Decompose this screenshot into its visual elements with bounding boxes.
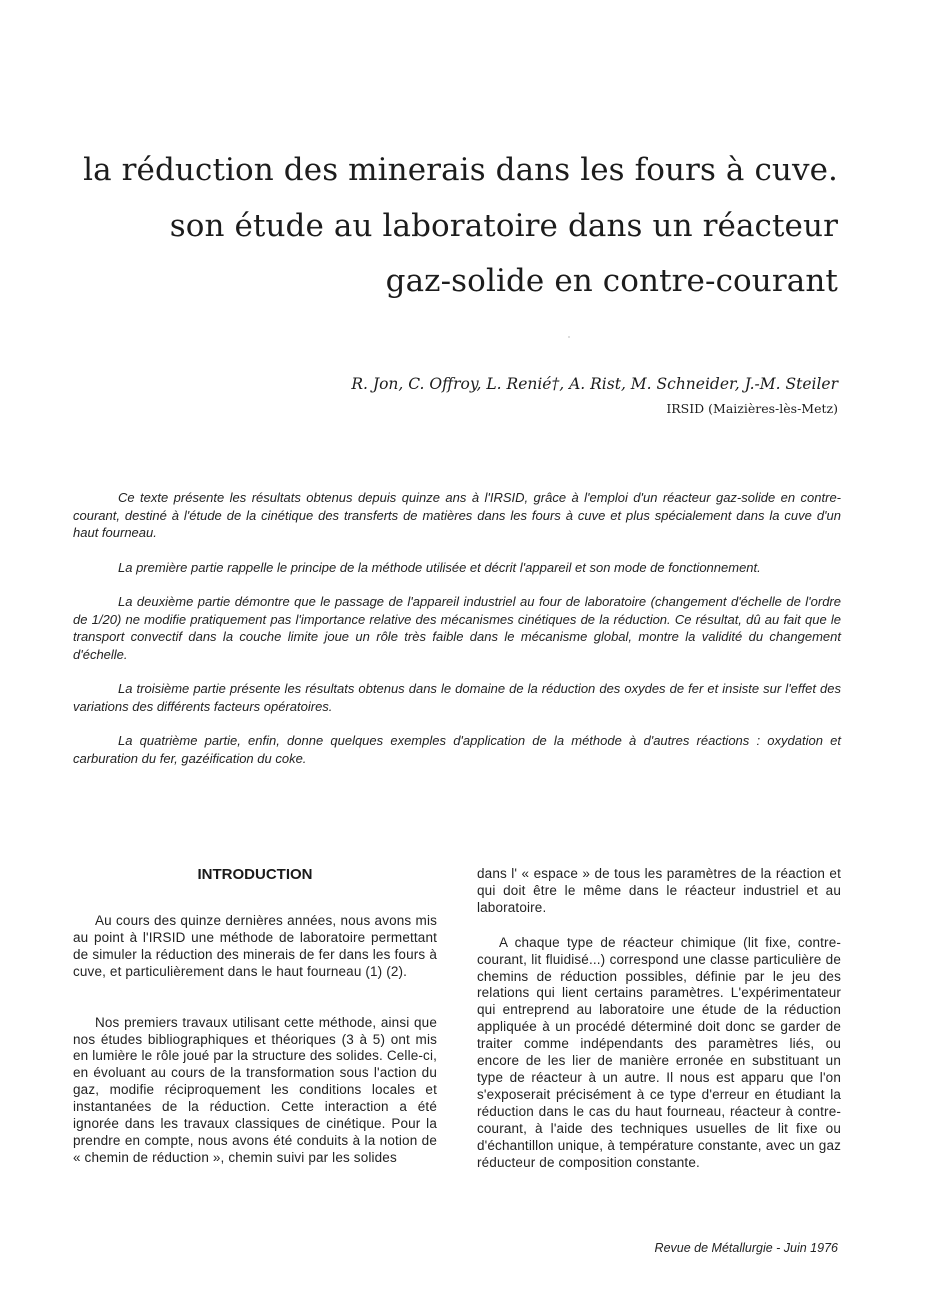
title-line-1: la réduction des minerais dans les fours à cuve. — [83, 152, 838, 188]
body-paragraph: A chaque type de réacteur chimique (lit fixe, contre-courant, lit fluidisé...) correspond une classe particulière de chemins de réduction possibles, définie par le jeu des relations qui lient certains paramètres. L'expérimentateur qui entreprend au laboratoire une étude de la réduction appliquée à un procédé déterminé doit donc se garder de traiter comme indépendants des paramètres liés, ou encore de les lier de manière erronée en substituant un type de réacteur à un autre. Il nous est apparu que l'on s'exposerait précisément à ce type d'erreur en étudiant la réduction dans le cas du haut fourneau, réacteur à contre-courant, à l'aide des techniques usuelles de lit fixe ou d'échantillon unique, à température constante, avec un gaz réducteur de composition constante. — [477, 934, 841, 1170]
right-column — [477, 866, 841, 1189]
affiliation: IRSID (Maizières-lès-Metz) — [666, 401, 838, 416]
body-paragraph: Au cours des quinze dernières années, nous avons mis au point à l'IRSID une méthode de laboratoire permettant de simuler la réduction des minerais de fer dans les fours à cuve, et particulièrement dans le haut fourneau (1) (2). — [73, 913, 437, 979]
abstract-paragraph: Ce texte présente les résultats obtenus depuis quinze ans à l'IRSID, grâce à l'emploi d'un réacteur gaz-solide en contre-courant, destiné à l'étude de la cinétique des transferts de matières dans les fours à cuve et plus spécialement dans la cuve d'un haut fourneau. — [73, 490, 841, 540]
speck — [568, 336, 570, 338]
section-heading: INTRODUCTION — [197, 866, 313, 883]
body-paragraph: Nos premiers travaux utilisant cette méthode, ainsi que nos études bibliographiques et théoriques (3 à 5) ont mis en lumière le rôle joué par la structure des solides. Celle-ci, en évoluant au cours de la transformation sous l'action du gaz, modifie réciproquement les conditions locales et instantanées de la réduction. Cette interaction a été ignorée dans les travaux classiques de cinétique. Pour la prendre en compte, nous avons été conduits à la notion de « chemin de réduction », chemin suivi par les solides — [73, 1014, 437, 1165]
body-paragraph: dans l' « espace » de tous les paramètres de la réaction et qui doit être le même dans le réacteur industriel et au laboratoire. — [477, 866, 841, 915]
abstract-paragraph: La troisième partie présente les résultats obtenus dans le domaine de la réduction des oxydes de fer et insiste sur l'effet des variations des différents facteurs opératoires. — [73, 681, 841, 714]
abstract-paragraph: La première partie rappelle le principe de la méthode utilisée et décrit l'appareil et son mode de fonctionnement. — [118, 559, 761, 575]
journal-footer: Revue de Métallurgie - Juin 1976 — [654, 1241, 838, 1255]
authors: R. Jon, C. Offroy, L. Renié†, A. Rist, M. Schneider, J.-M. Steiler — [351, 375, 838, 393]
abstract-paragraph: La quatrième partie, enfin, donne quelques exemples d'application de la méthode à d'autres réactions : oxydation et carburation du fer, gazéification du coke. — [73, 733, 841, 766]
abstract-paragraph: La deuxième partie démontre que le passage de l'appareil industriel au four de laboratoire (changement d'échelle de l'ordre de 1/20) ne modifie pratiquement pas l'importance relative des mécanismes cinétiques de la réduction. Ce résultat, dû au fait que le transport convectif dans la couche limite joue un rôle très faible dans le mécanisme global, montre la validité du changement d'échelle. — [73, 594, 841, 662]
title-line-3: gaz-solide en contre-courant — [385, 263, 838, 299]
left-column — [73, 866, 437, 1185]
title-line-2: son étude au laboratoire dans un réacteur — [169, 208, 838, 244]
abstract — [73, 489, 841, 784]
